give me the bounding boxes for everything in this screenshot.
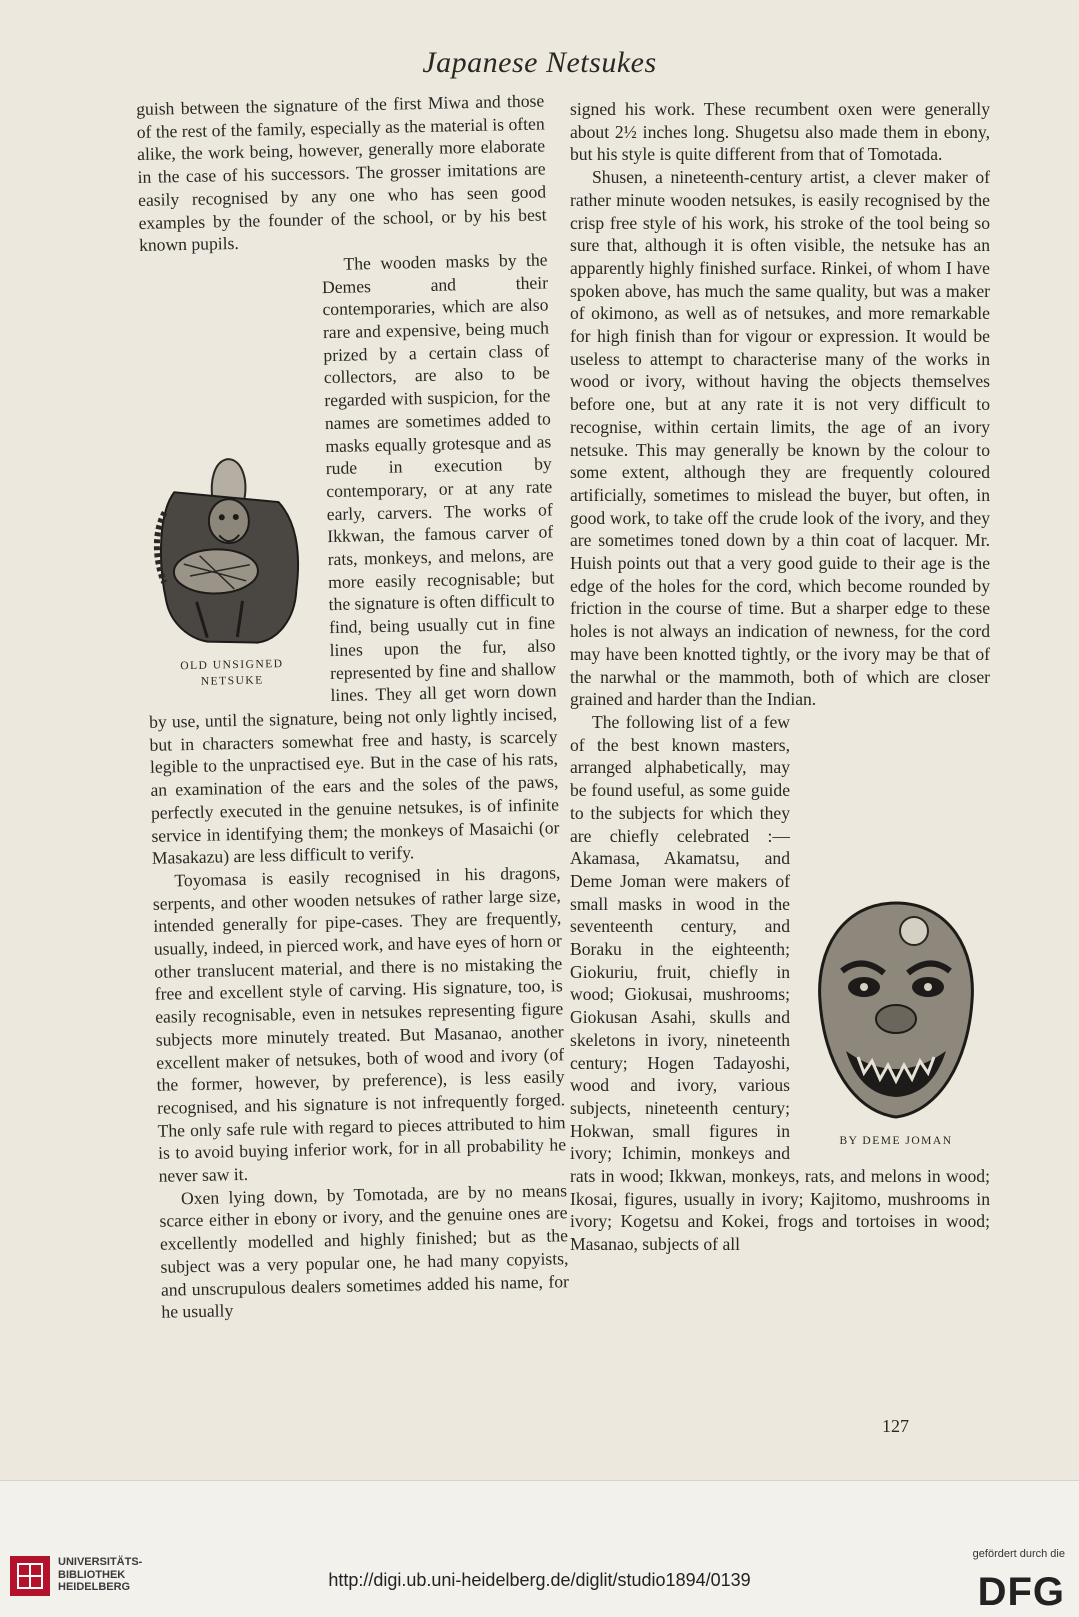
right-column — [570, 98, 990, 1256]
left-paragraph-2: The wooden masks by the Demes and their contemporaries, which are also rare and expensive, being much prized by a certain class of collectors, are also to be regarded with suspicion, for the names are sometimes added to masks equally grotesque and as rude in execution by contemporary, or at any rate early, carvers. The works of Ikkwan, the famous carver of rats, monkeys, and melons, are more easily recognisable; but the signature is often difficult to find, being usually cut in fine lines upon the fur, also represented by fine and shallow lines. They all get worn down by use, until the signature, being not only lightly incised, but in characters somewhat free and hasty, is scarcely legible to the unpractised eye. But in the case of his rats, an examination of the ears and the soles of the paws, perfectly executed in the genuine netsukes, is of infinite service in identifying them; the monkeys of Masaichi (or Masakazu) are less difficult to verify. — [148, 249, 560, 869]
figure-right-caption: BY DEME JOMAN — [839, 1134, 953, 1147]
left-paragraph-3: Toyomasa is easily recognised in his dragons, serpents, and other wooden netsukes of rather large size, intended generally for pipe-cases. They are frequently, usually, indeed, in pierced work, and have eyes of horn or other translucent material, and there is no mistaking the free and excellent style of carving. His signature, too, is easily recognisable, even in netsukes representing figure subjects more minutely treated. But Masanao, another excellent maker of netsukes, both of wood and ivory (of the former, however, by preference), is less easily recognised, and his signature is not infrequently forged. The only safe rule with regard to pieces attributed to him is to avoid buying inferior work, for in all probability he never saw it. — [152, 862, 567, 1186]
source-url-link[interactable]: http://digi.ub.uni-heidelberg.de/diglit/studio1894/0139 — [328, 1570, 751, 1590]
running-title: Japanese Netsukes — [422, 46, 657, 79]
netsuke-figure-illustration — [143, 449, 315, 652]
page-number: 127 — [882, 1416, 909, 1436]
dfg-logo: DFG — [977, 1570, 1065, 1614]
digitization-footer — [0, 1480, 1079, 1617]
right-paragraph-3: The following list of a few of the best known masters, arranged alphabetically, may be found useful, as some guide to the subjects for which they are chiefly celebrated :—Akamasa, Akamatsu, and Deme Joman were makers of small masks in wood in the seventeenth century, and Boraku in the eighteenth; Giokuriu, fruit, chiefly in wood; Giokusai, mushrooms; Giokusan Asahi, skulls and skeletons in ivory, nineteenth century; Hogen Tadayoshi, wood and ivory, various subjects, nineteenth century; Hokwan, small figures in ivory; Ichimin, monkeys and rats in wood; Ikkwan, monkeys, rats, and melons in wood; Ikosai, figures, usually in ivory; Kajitomo, mushrooms in ivory; Kogetsu and Kokei, frogs and tortoises in wood; Masanao, subjects of all — [570, 711, 990, 1255]
right-paragraph-2: Shusen, a nineteenth-century artist, a clever maker of rather minute wooden netsukes, is easily recognised by the crisp free style of his work, his stroke of the tool being so sure that, although it is often visible, the netsuke has an apparently highly finished surface. Rinkei, of whom I have spoken above, has much the same quality, but was a maker of okimono, as well as of netsukes, and more remarkable for high finish than for vigour or expression. It would be useless to attempt to characterise many of the works in wood or ivory, without having the objects themselves before one, but at any rate it is not very difficult to recognise, within certain limits, the age of an ivory netsuke. This may generally be known by the colour to some extent, although they are frequently coloured artificially, sometimes to mislead the buyer, but often, in good work, to take off the crude look of the ivory, and they are sometimes toned down by a thin coat of lacquer. Mr. Huish points out that a very good guide to their age is the edge of the holes for the cord, which become rounded by friction in the course of time. But a sharper edge to these holes is not always an indication of newness, for the cord may have been knotted tightly, or the ivory may be that of the narwhal or the mammoth, both of which are closer grained and harder than the Indian. — [570, 167, 990, 710]
figure-old-netsuke — [143, 449, 316, 690]
library-line-2: BIBLIOTHEK — [58, 1568, 126, 1581]
figure-left-caption-line2: NETSUKE — [200, 674, 264, 688]
right-paragraph-1: signed his work. These recumbent oxen were generally about 2½ inches long. Shugetsu also made them in ebony, but his style is quite different from that of Tomotada. — [570, 99, 990, 165]
funding-note: gefördert durch die — [972, 1548, 1065, 1560]
left-column — [136, 89, 570, 1323]
left-paragraph-1: guish between the signature of the first Miwa and those of the rest of the family, especially as the material is often alike, the work being, however, generally more elaborate in the case of his successors. The grosser imitations are easily recognised by any one who has seen good examples by the founder of the school, or by his best known pupils. — [136, 90, 547, 256]
library-line-3: HEIDELBERG — [58, 1581, 131, 1593]
library-line-1: UNIVERSITÄTS- — [58, 1556, 143, 1568]
left-paragraph-4: Oxen lying down, by Tomotada, are by no means scarce either in ebony or ivory, and the genuine ones are excellently modelled and highly finished; but as the subject was a very popular one, he had many copyists, and unscrupulous dealers sometimes added his name, for he usually — [159, 1179, 570, 1322]
mask-illustration — [802, 891, 990, 1127]
figure-deme-joman-mask — [802, 891, 990, 1153]
figure-left-caption-line1: OLD UNSIGNED — [180, 657, 284, 672]
